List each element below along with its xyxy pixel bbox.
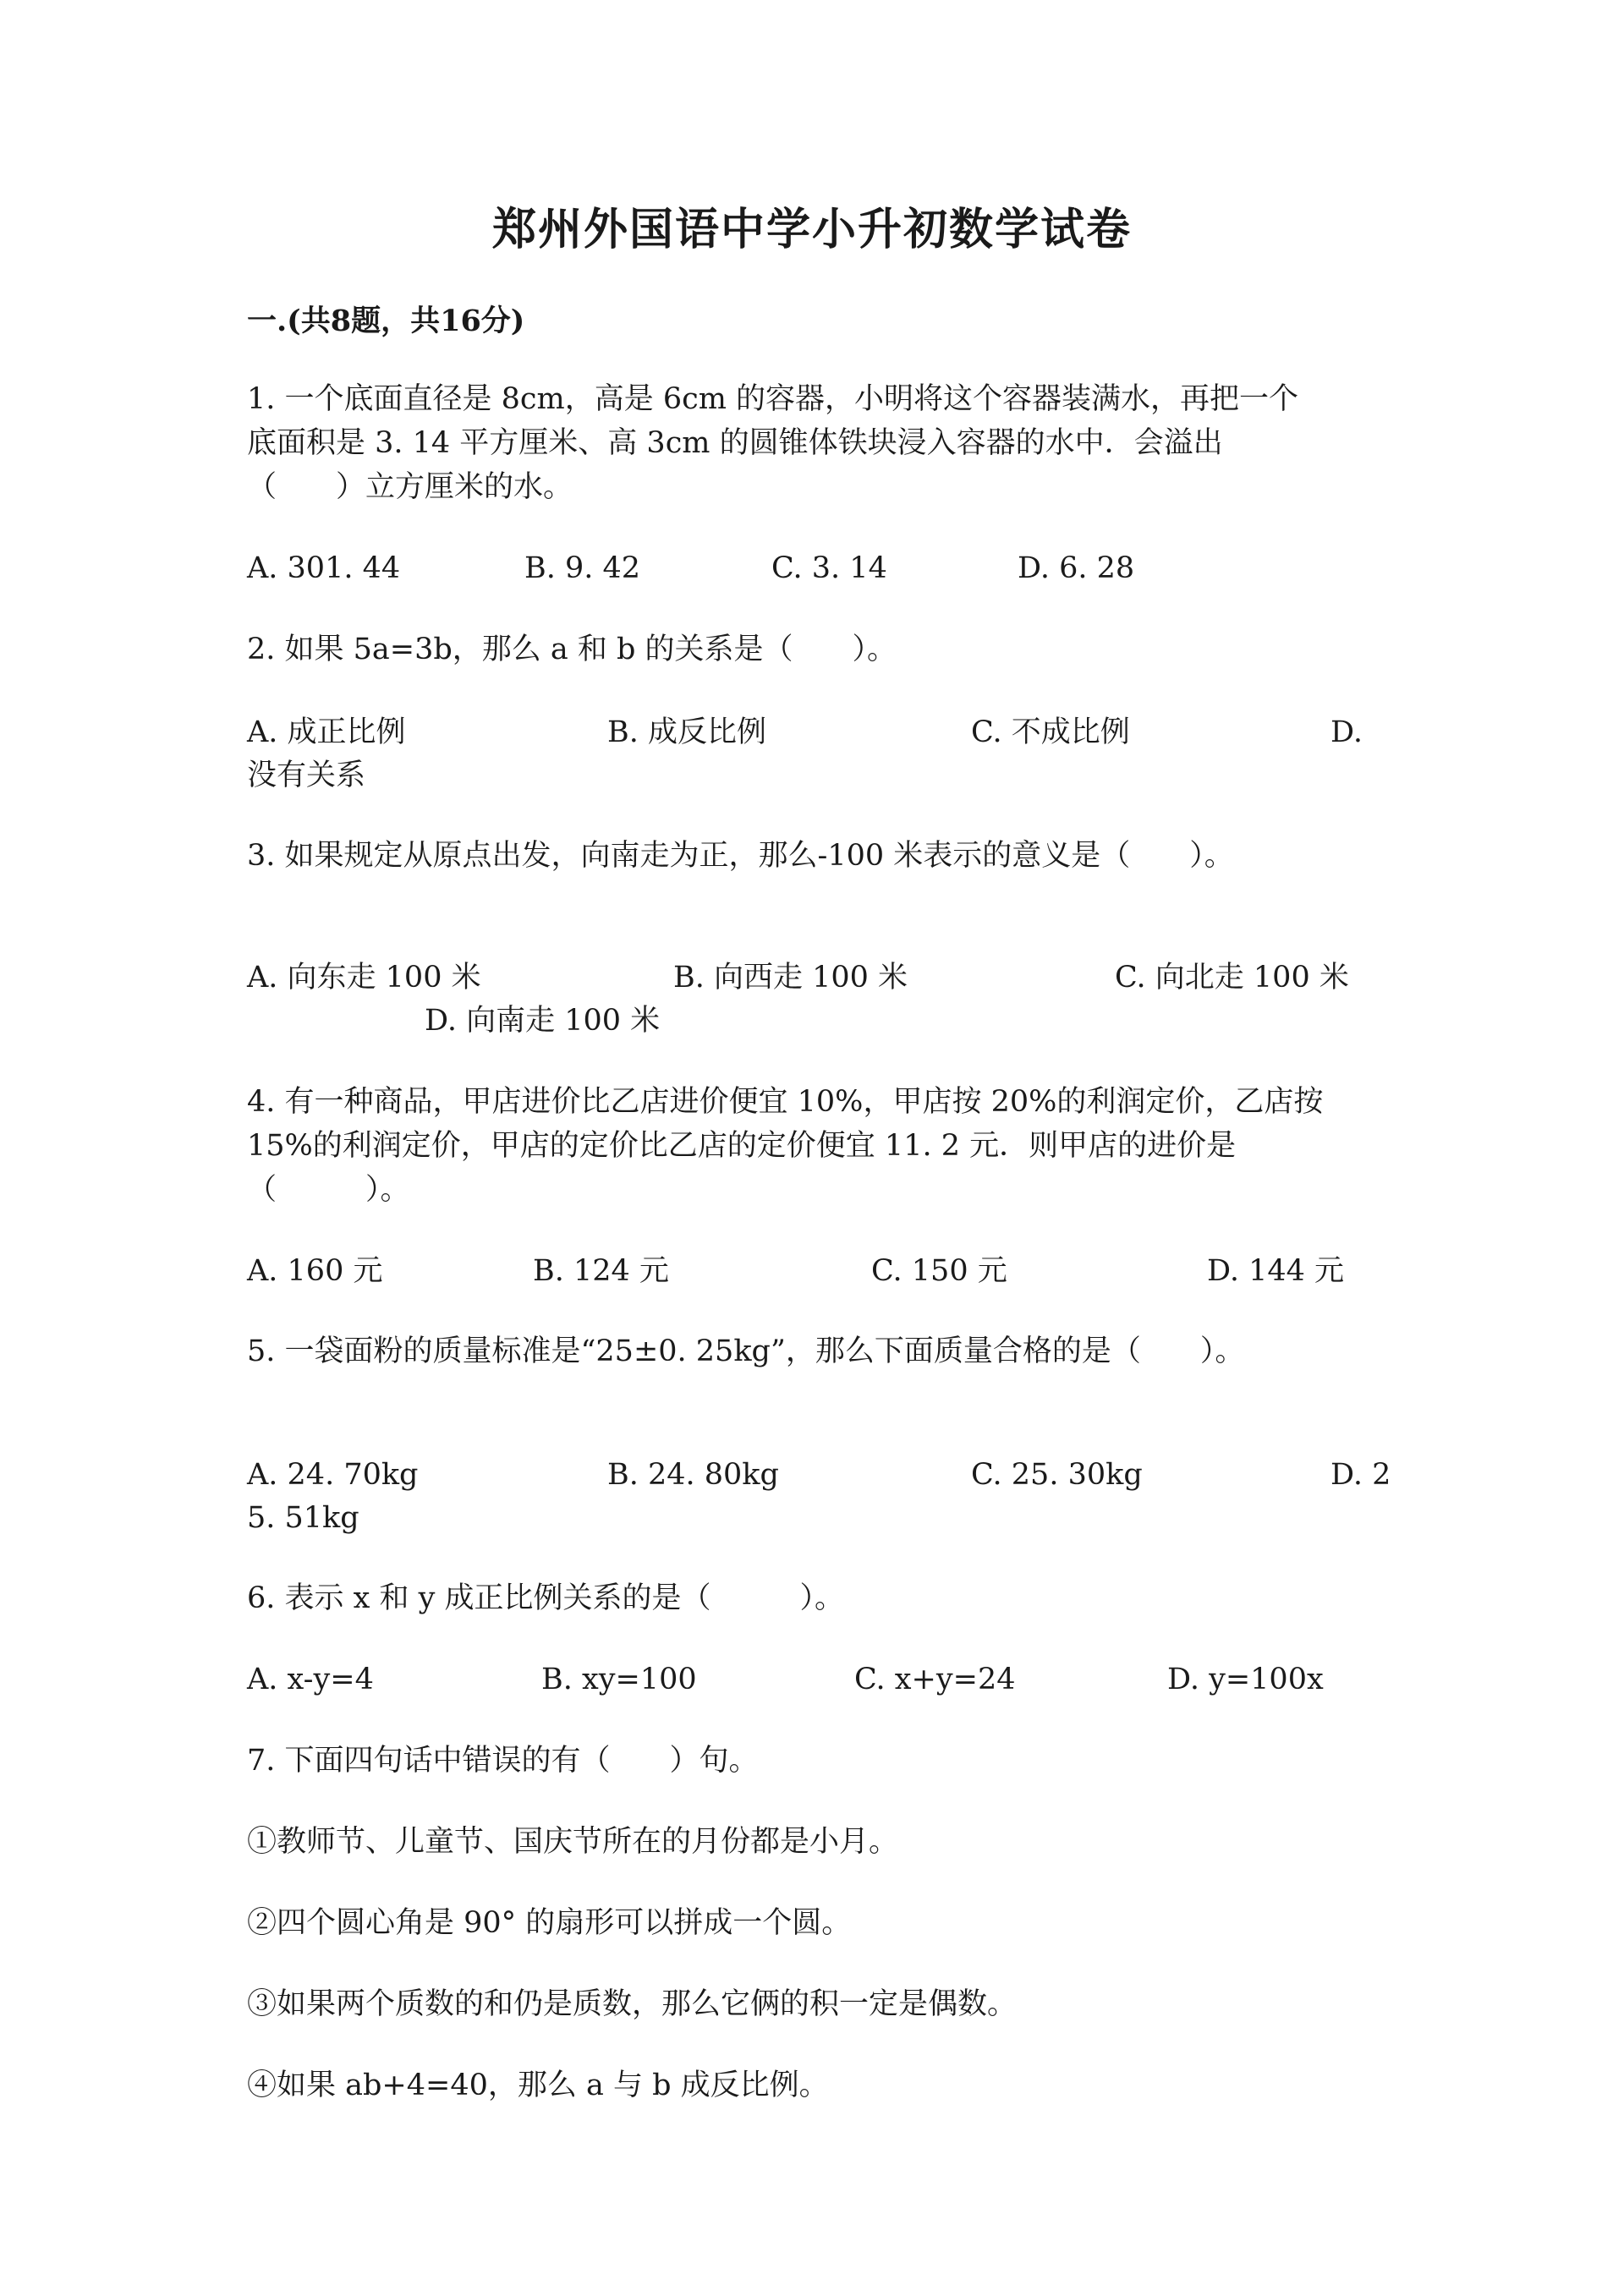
question-1-line-2: 底面积是 3. 14 平方厘米、高 3cm 的圆锥体铁块浸入容器的水中．会溢出	[247, 426, 1223, 460]
question-3-option-c: C. 向北走 100 米	[1115, 961, 1349, 995]
question-5-option-d-wrap: 5. 51kg	[247, 1501, 359, 1535]
question-2-line-1: 2. 如果 5a=3b，那么 a 和 b 的关系是（ ）。	[247, 633, 897, 666]
question-5-line-1: 5. 一袋面粉的质量标准是“25±0. 25kg”，那么下面质量合格的是（ ）。	[247, 1334, 1245, 1368]
question-1-option-b: B. 9. 42	[524, 551, 641, 585]
question-1-option-d: D. 6. 28	[1018, 551, 1135, 585]
question-6-option-a: A. x-y=4	[247, 1663, 374, 1696]
question-5-option-b: B. 24. 80kg	[607, 1458, 779, 1492]
question-4-option-c: C. 150 元	[871, 1254, 1007, 1288]
question-3-option-d: D. 向南走 100 米	[425, 1004, 661, 1038]
question-6-option-d: D. y=100x	[1167, 1663, 1324, 1696]
question-7-statement-2: ②四个圆心角是 90° 的扇形可以拼成一个圆。	[247, 1906, 852, 1940]
question-4-option-d: D. 144 元	[1207, 1254, 1344, 1288]
question-5-option-c: C. 25. 30kg	[971, 1458, 1143, 1492]
question-4-option-a: A. 160 元	[247, 1254, 383, 1288]
question-6-option-b: B. xy=100	[541, 1663, 697, 1696]
question-7-statement-1: ①教师节、儿童节、国庆节所在的月份都是小月。	[247, 1825, 899, 1859]
question-5-option-a: A. 24. 70kg	[247, 1458, 419, 1492]
question-2-option-c: C. 不成比例	[971, 715, 1130, 749]
question-1-option-a: A. 301. 44	[247, 551, 401, 585]
question-5-option-d: D. 2	[1330, 1458, 1391, 1492]
question-6-line-1: 6. 表示 x 和 y 成正比例关系的是（ ）。	[247, 1581, 845, 1615]
question-1-line-3: （ ）立方厘米的水。	[247, 470, 573, 504]
question-1-line-1: 1. 一个底面直径是 8cm，高是 6cm 的容器，小明将这个容器装满水，再把一个	[247, 382, 1299, 416]
question-4-line-3: （ ）。	[247, 1173, 410, 1207]
question-4-option-b: B. 124 元	[533, 1254, 669, 1288]
question-2-option-d-wrap: 没有关系	[247, 759, 366, 792]
question-2-option-b: B. 成反比例	[607, 715, 766, 749]
question-1-option-c: C. 3. 14	[771, 551, 887, 585]
question-7-statement-3: ③如果两个质数的和仍是质数，那么它俩的积一定是偶数。	[247, 1987, 1018, 2021]
question-3-option-a: A. 向东走 100 米	[247, 961, 481, 995]
question-2-option-d: D.	[1330, 715, 1363, 749]
question-7-statement-4: ④如果 ab+4=40，那么 a 与 b 成反比例。	[247, 2069, 829, 2102]
question-4-line-2: 15%的利润定价，甲店的定价比乙店的定价便宜 11. 2 元．则甲店的进价是	[247, 1129, 1237, 1163]
exam-title: 郑州外国语中学小升初数学试卷	[491, 204, 1132, 255]
section-heading: 一.(共8题，共16分)	[247, 304, 525, 338]
question-6-option-c: C. x+y=24	[854, 1663, 1016, 1696]
question-4-line-1: 4. 有一种商品，甲店进价比乙店进价便宜 10%，甲店按 20%的利润定价，乙店按	[247, 1085, 1324, 1119]
question-3-option-b: B. 向西走 100 米	[673, 961, 908, 995]
question-7-line-1: 7. 下面四句话中错误的有（ ）句。	[247, 1744, 759, 1778]
question-3-line-1: 3. 如果规定从原点出发，向南走为正，那么-100 米表示的意义是（ ）。	[247, 839, 1234, 873]
question-2-option-a: A. 成正比例	[247, 715, 406, 749]
